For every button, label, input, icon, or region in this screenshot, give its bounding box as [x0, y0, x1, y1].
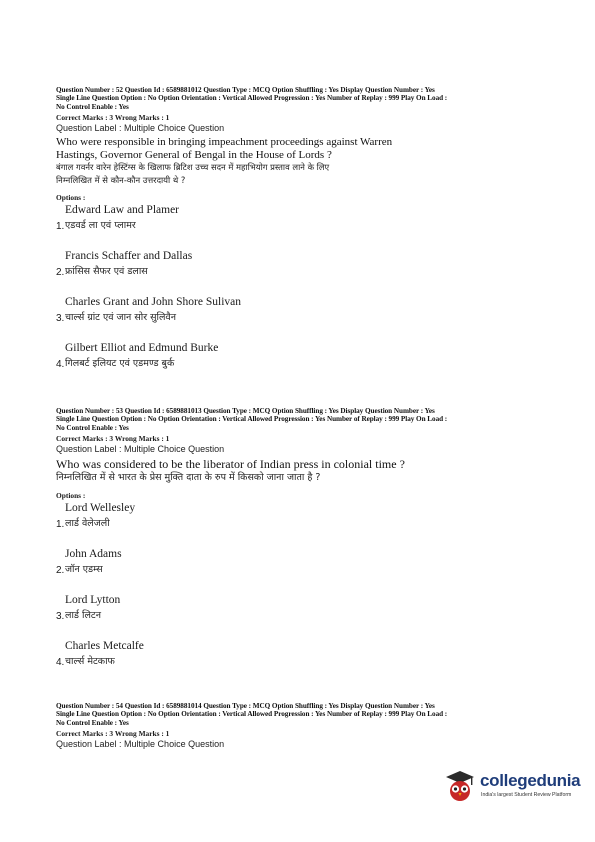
option-1[interactable] [56, 203, 546, 249]
question-52 [56, 86, 546, 387]
options-title: Options : [56, 193, 86, 203]
options-list [56, 203, 546, 387]
option-number: 1. [56, 221, 65, 233]
option-text-hi: जॉन एडम्स [65, 564, 103, 576]
meta-line: Single Line Question Option : No Option Orientation : Vertical Allowed Progression : Yes Number of Replay : 999 Play On Load : [56, 415, 448, 424]
option-number: 1. [56, 519, 65, 531]
option-text-hi: एडवर्ड ला एवं प्लामर [65, 220, 136, 232]
option-number: 4. [56, 657, 65, 669]
option-text-hi: चार्ल्स ग्रांट एवं जान सोर सुलिवैन [65, 312, 176, 324]
question-text-hi: निम्नलिखित में से भारत के प्रेस मुक्ति दाता के रुप में किसको जाना जाता है ? [56, 472, 321, 484]
question-text-hi [56, 161, 546, 187]
question-text-en [56, 136, 546, 161]
graduate-owl-icon [444, 768, 476, 804]
marks-line: Correct Marks : 3 Wrong Marks : 1 [56, 434, 170, 444]
option-text-en: Lord Wellesley [65, 502, 136, 515]
question-text-line: बंगाल गवर्नर वारेन हेस्टिंग्स के खिलाफ ब्रिटिश उच्च सदन में महाभियोग प्रस्ताव लाने के लिए [56, 162, 330, 173]
option-text-hi: चार्ल्स मेटकाफ [65, 656, 115, 668]
meta-line: Single Line Question Option : No Option Orientation : Vertical Allowed Progression : Yes Number of Replay : 999 Play On Load : [56, 710, 448, 719]
option-number: 3. [56, 611, 65, 623]
option-2[interactable] [56, 249, 546, 295]
question-text-line: निम्नलिखित में से कौन-कौन उत्तरदायी थे ? [56, 175, 186, 186]
option-number: 3. [56, 313, 65, 325]
question-53 [56, 407, 546, 685]
meta-line: No Control Enable : Yes [56, 423, 129, 432]
question-54 [56, 702, 546, 750]
option-text-en: Francis Schaffer and Dallas [65, 250, 193, 263]
option-3[interactable] [56, 295, 546, 341]
option-number: 2. [56, 565, 65, 577]
option-text-hi: लार्ड वेलेजली [65, 518, 110, 530]
meta-line: Question Number : 54 Question Id : 6589881014 Question Type : MCQ Option Shuffling : Yes Display Question Number : Yes [56, 702, 435, 710]
meta-line: Single Line Question Option : No Option Orientation : Vertical Allowed Progression : Yes Number of Replay : 999 Play On Load : [56, 94, 448, 103]
option-text-en: Gilbert Elliot and Edmund Burke [65, 342, 219, 355]
option-3[interactable] [56, 593, 546, 639]
question-text-en: Who was considered to be the liberator of Indian press in colonial time ? [56, 457, 405, 472]
option-4[interactable] [56, 341, 546, 387]
option-text-en: Edward Law and Plamer [65, 204, 180, 217]
option-text-hi: गिलबर्ट इलियट एवं एडमण्ड बुर्क [65, 358, 175, 370]
option-2[interactable] [56, 547, 546, 593]
option-text-en: John Adams [65, 548, 122, 561]
option-text-hi: फ्रांसिस सैफर एवं डलास [65, 266, 148, 278]
option-text-en: Charles Metcalfe [65, 640, 144, 653]
meta-line: No Control Enable : Yes [56, 718, 129, 727]
options-list [56, 501, 546, 685]
option-4[interactable] [56, 639, 546, 685]
option-text-hi: लार्ड लिटन [65, 610, 101, 622]
marks-line: Correct Marks : 3 Wrong Marks : 1 [56, 113, 170, 123]
logo-tagline: India's largest Student Review Platform [481, 792, 572, 798]
options-title: Options : [56, 491, 86, 501]
option-text-en: Charles Grant and John Shore Sulivan [65, 296, 241, 309]
question-meta [56, 86, 546, 111]
question-text-line: Hastings, Governor General of Bengal in the House of Lords ? [56, 148, 332, 161]
meta-line: Question Number : 52 Question Id : 6589881012 Question Type : MCQ Option Shuffling : Yes Display Question Number : Yes [56, 86, 435, 94]
marks-line: Correct Marks : 3 Wrong Marks : 1 [56, 729, 170, 739]
question-label: Question Label : Multiple Choice Question [56, 739, 225, 750]
option-1[interactable] [56, 501, 546, 547]
question-meta [56, 702, 546, 727]
question-label: Question Label : Multiple Choice Question [56, 444, 225, 455]
option-text-en: Lord Lytton [65, 594, 121, 607]
collegedunia-logo [444, 768, 584, 806]
option-number: 2. [56, 267, 65, 279]
option-number: 4. [56, 359, 65, 371]
question-meta [56, 407, 546, 432]
meta-line: Question Number : 53 Question Id : 6589881013 Question Type : MCQ Option Shuffling : Yes Display Question Number : Yes [56, 407, 435, 415]
question-label: Question Label : Multiple Choice Question [56, 123, 225, 134]
meta-line: No Control Enable : Yes [56, 102, 129, 111]
question-text-line: Who were responsible in bringing impeachment proceedings against Warren [56, 136, 393, 149]
logo-wordmark: collegedunia [480, 771, 581, 790]
